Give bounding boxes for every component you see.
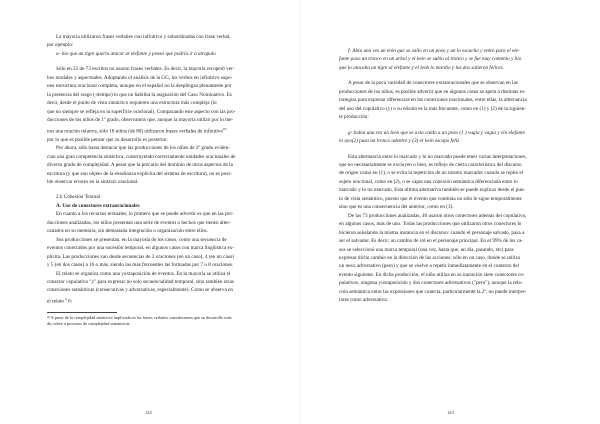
text-line (47, 170, 278, 178)
text-line (339, 64, 578, 72)
footnote-rule (47, 312, 117, 313)
line-text: ble observar errores en la sintaxis oracional. (47, 178, 139, 185)
line-text: de origen como en (1), o se evita la repetición de un mismo marcador cuando se repite el (339, 170, 524, 177)
paragraph-gap (47, 58, 278, 65)
line-text: que no necesariamente se excluyen o bien, es reflejo de cierta característica del discurso (339, 161, 522, 168)
line-text: lo oyo(2) puso un tronco adentro y (3) el león escapo feliz (339, 138, 460, 145)
text-line (339, 246, 578, 254)
line-text: ducciones de los niños de 1º grado, observamos que, aunque la mayoría utilizó por lo me- (47, 117, 234, 124)
right-body-text (339, 47, 578, 305)
text-line (47, 244, 278, 252)
text-line (339, 288, 578, 296)
line-text: te producción: (339, 114, 369, 121)
text-line (47, 33, 278, 41)
text-line (47, 278, 278, 286)
text-line (47, 41, 278, 49)
text-line (47, 270, 278, 278)
text-line (47, 136, 278, 144)
line-text: tarse como adversativa: (339, 297, 388, 304)
line-text: nos una oración relativa, sólo 18 niños (de 80) utilizaron frases verbales de infinitivo (47, 128, 224, 135)
text-line (339, 55, 578, 63)
text-line (47, 144, 278, 152)
text-line (47, 91, 278, 99)
text-line (47, 116, 278, 124)
line-text: De las 73 producciones analizadas, 40 usaron otros conectores además del copulativo, (348, 212, 527, 219)
line-text: evento siguiente. En dicha producción, el niño utiliza en su narración siete conectores co- (339, 271, 525, 278)
line-text: la presencia del rasgo (-tiempo) lo que no habilita la asignación del Caso Nominativo. Es (47, 91, 232, 98)
text-line (339, 137, 578, 145)
line-text: En cuanto a los recursos textuales, lo primero que se puede advertir es que en las pro- (56, 211, 234, 218)
text-line (339, 262, 578, 270)
line-text: escritura (y que son objeto de la enseñanza explícita del sistema de escritura), no es posi- (47, 170, 232, 177)
text-line (339, 203, 578, 211)
line-text: plícita. Las producciones van desde secuencias de 2 oraciones (en un caso), 4 (en un caso) (47, 253, 235, 260)
line-text: bos modales y aspectuales. Adoptando el análisis de la GG, los verbos en infinitivo supo- (47, 74, 233, 81)
text-line (47, 161, 278, 169)
line-text: La mayoría utilizaron frases verbales con infinitivo y subordinadas con frase verbal, (56, 34, 231, 40)
text-line (339, 88, 578, 96)
text-line (339, 153, 578, 161)
line-text: a- bio que un tigre quería atacar al elefante y pensó que podría ir a atrapalo (56, 50, 216, 57)
page-number-left: 142 (145, 410, 152, 415)
footnote-line: ⁹³ A pesar de la complejidad sintáctica implicada en las frases verbales consideramos que su desarrollo estu- (47, 315, 233, 321)
line-text: por lo que es posible pensar que su desarrollo es posterior. (47, 136, 168, 143)
line-text: producciones de los niños, es posible advertir que en algunos casos se apela a distintas es- (339, 88, 526, 95)
text-line (47, 261, 278, 269)
text-line (339, 229, 578, 237)
text-line (47, 65, 278, 73)
line-text: nen estructura oracional completa, aunque en el español no la despliegan plenamente por (47, 83, 232, 90)
text-line (339, 105, 578, 113)
text-line (47, 193, 278, 201)
line-text: conexiones semánticas (consecutivas y adversativas, especialmente). Como se observa en (47, 287, 233, 294)
line-text: Esta alternancia entre lo marcado y lo no marcado puede tener varias interpretaciones, (348, 153, 527, 160)
text-line (339, 212, 578, 220)
line-text: pulativos, ninguna yuxtaposición y dos conectores adversativos ("pero"), aunque la rela- (339, 280, 523, 287)
line-text: que no siempre se refleja en la superficie oracional). Comparando este aspecto con las pro- (47, 108, 236, 115)
line-text: el relato (47, 298, 66, 305)
text-line (47, 253, 278, 261)
paragraph-gap (339, 146, 578, 153)
text-line (47, 178, 278, 186)
line-text: A. Uso de conectores extraoracionales (56, 202, 140, 209)
text-line (47, 82, 278, 90)
paragraph-gap (339, 72, 578, 79)
line-text: sino que es una consecuencia del anterior, como en (3). (339, 204, 454, 211)
line-text: decir, desde el punto de vista sintáctico requieren una estructura más compleja (lo (47, 100, 217, 107)
text-line (47, 153, 278, 161)
text-line (47, 219, 278, 227)
line-text: que lo atacaba un tigre al elefante y el león lo mordio y los dos salieron felices. (339, 64, 504, 71)
footnote-ref: 9 (65, 296, 67, 301)
line-text: Por ahora, sólo basta destacar que las producciones de los niños de 2º grado eviden- (56, 145, 231, 152)
text-line (339, 79, 578, 87)
line-text: canados en su memoria, sin demasiada integración u organización entre ellos. (47, 228, 208, 235)
line-text: eventos conectados por una sucesión temporal, en algunos casos con marca lingüística ex- (47, 245, 235, 252)
line-text: f- Abía una ves un león que se salío en un pozo y un lo escucho y entro para el ele- (348, 48, 520, 54)
line-text: ducciones analizadas, los niños presentan una serie de eventos o hechos que tienen alter- (47, 219, 231, 226)
footnote-line: dio sobre a procesos de complejidad semánticas. (47, 320, 131, 326)
line-text: g- había una vez un león que se avia caído a un pozo (1 ) vagía y vagía y vin elefante (348, 129, 525, 136)
line-text: cian una gran competencia sintáctica, construyendo correctamente unidades oracionales de (47, 153, 236, 160)
line-tail: 6: (66, 298, 73, 305)
line-text: to de vista semántico, puesto que el evento que continúa no sólo le sigue temporalmente (339, 195, 522, 202)
text-line (339, 186, 578, 194)
text-line (47, 74, 278, 82)
text-line (47, 50, 278, 58)
right-page (302, 0, 600, 424)
text-line (47, 227, 278, 235)
text-line (47, 108, 278, 116)
text-line (339, 178, 578, 186)
line-text: hicieron señalando la misma instancia en el discurso: cuando el personaje salvado, pasa a (339, 229, 525, 236)
text-line (47, 202, 278, 210)
line-text: y 5 (en dos casos) a 16 o más, siendo las más frecuentes las formadas por 7 u 8 oraciones. (47, 262, 234, 269)
line-text: conector copulativo "y" para expresar no solo secuencialidad temporal, sino también otras (47, 278, 234, 285)
left-page (0, 0, 298, 424)
text-line (339, 220, 578, 228)
line-text: ción semántica entre las expresiones que conecta, particularmente la 2ª, no puede interpre- (339, 288, 527, 295)
line-text: por ejemplo: (47, 42, 74, 49)
footnote (47, 315, 278, 326)
line-text: fante paso un tronco en un arbol y el león se subio al tronco y se fue muy contento y bio (339, 56, 522, 63)
text-line (47, 286, 278, 294)
text-line (339, 254, 578, 262)
left-body-text (47, 33, 278, 306)
paragraph-gap (47, 186, 278, 193)
text-line (339, 113, 578, 121)
text-line (339, 129, 578, 137)
line-text: trategias para expresar diferencias en las conexiones oracionales, entre ellas, la alternancia (339, 97, 527, 104)
text-line (47, 125, 278, 136)
line-text: sujeto oracional, como en (2), o se capta una conexión semántica diferenciada entre lo (339, 178, 518, 185)
line-text: expresar dicho cambio en la dirección de las acciones; sólo en un caso, donde se utiliza (339, 254, 520, 261)
text-line (47, 295, 278, 306)
paragraph-gap (339, 122, 578, 129)
footnote-ref: 93 (223, 126, 227, 131)
text-line (339, 271, 578, 279)
line-text: del uso del copulativo (y) o su elisión es la más frecuente, como en (1) y (2) de la siguien- (339, 105, 526, 112)
text-line (339, 96, 578, 104)
text-line (47, 210, 278, 218)
text-line (339, 237, 578, 245)
line-text: diverso grado de complejidad. A pesar que la precario del dominio de otros aspectos de la (47, 162, 233, 169)
page-number-right: 143 (447, 410, 454, 415)
text-line (339, 161, 578, 169)
line-text: marcado y lo no marcado. Esta última alternativa también se puede explicar desde el pun- (339, 187, 526, 194)
text-line (339, 169, 578, 177)
line-text: Sólo en 25 de 73 escritos no usaron frases verbales. Es decir, la mayoría recuperó ver- (56, 66, 235, 73)
line-text: sos se seleccionó una marca temporal (una vez, hasta que, un día, pasando, etc) para (339, 246, 514, 253)
text-line (47, 236, 278, 244)
line-text: El relato se organiza como una yuxtaposición de eventos. En la mayoría se utiliza el (56, 270, 231, 277)
line-text: en algunos casos, más de uno. Todas las producciones que utilizaron otros conectores lo (339, 221, 522, 228)
text-line (339, 296, 578, 304)
text-line (339, 279, 578, 287)
line-text: A pesar de la poca variedad de conectores extraoracionales que se observan en las (348, 80, 518, 87)
text-line (339, 47, 578, 55)
line-text: ser el salvador. Es decir, un cambio de rol en el personaje principal. En el 99% de los ca- (339, 238, 524, 245)
line-text: 2.b Cohesión Textual (56, 194, 101, 201)
text-line (339, 195, 578, 203)
text-line (47, 99, 278, 107)
line-text: un nexo adversativo (pero) y que se vuelve a repetir inmediatamente en el contexto del (339, 263, 520, 270)
line-text: Sus producciones se presentan, en la mayoría de los casos, como una secuencia de (56, 236, 227, 243)
